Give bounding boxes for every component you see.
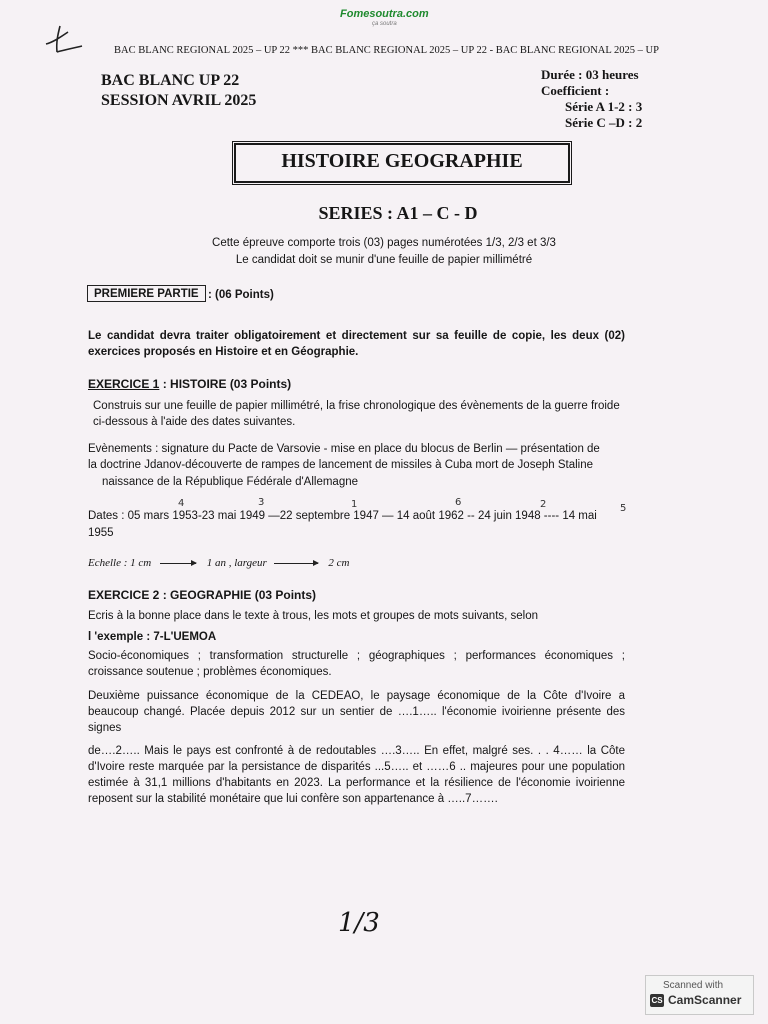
coefficient-series-a: Série A 1-2 : 3 (565, 99, 643, 114)
scale-arrow-icon (160, 563, 196, 564)
watermark-caption: Scanned with (663, 980, 724, 991)
exam-duration-coefficient (541, 67, 642, 131)
intro-materials-note: Le candidat doit se munir d'une feuille de papier millimétré (235, 254, 533, 266)
exercise-1-title: EXERCICE 1 : HISTOIRE (03 Points) (88, 377, 292, 391)
exercise-2-text-part-2: de….2….. Mais le pays est confronté à de redoutables ….3….. En effet, malgré ses. . . 4…… la Côte d'Ivoire reste marquée par la persistance de disparités ...5….. et ……6 .. majeures pour une population estimée à 31,1 millions d'habitants en 2023. La performance et la résilience de l'économie ivoirienne reposent sur la stabilité monétaire que lui confère son appartenance à …..7……. (88, 745, 625, 805)
pencil-annotation: 5 (620, 503, 627, 514)
part-one-instruction: Le candidat devra traiter obligatoirement et directement sur sa feuille de copie, les deux (02) exercices proposés en Histoire et en Géographie. (88, 330, 625, 358)
pencil-annotation: 1 (351, 499, 358, 510)
running-head: BAC BLANC REGIONAL 2025 – UP 22 *** BAC BLANC REGIONAL 2025 – UP 22 - BAC BLANC REGIONAL 2025 – UP (114, 45, 659, 56)
scale-unit: 1 an , largeur (206, 557, 267, 569)
pencil-annotation: 6 (455, 497, 462, 508)
part-one-label: PREMIERE PARTIE (87, 285, 206, 302)
exercise-2-instruction: Ecris à la bonne place dans le texte à trous, les mots et groupes de mots suivants, selon (88, 610, 539, 622)
timeline-scale (88, 557, 349, 569)
exercise-1-instruction: Construis sur une feuille de papier millimétré, la frise chronologique des évènements de la guerre froide ci-dessous à l'aide des dates suivantes. (93, 400, 620, 428)
scale-arrow-icon (274, 563, 318, 564)
subject-title: HISTOIRE GEOGRAPHIE (281, 150, 523, 172)
pencil-annotation: 3 (258, 497, 265, 508)
exercise-2-word-list: Socio-économiques ; transformation structurelle ; géographiques ; performances économiques ; croissance soutenue ; problèmes économiques. (88, 650, 625, 678)
intro-pages-note: Cette épreuve comporte trois (03) pages numérotées 1/3, 2/3 et 3/3 (212, 237, 556, 249)
exam-info (101, 71, 256, 111)
series-heading: SERIES : A1 – C - D (318, 203, 478, 223)
exercise-2-example: l 'exemple : 7-L'UEMOA (88, 631, 217, 643)
exam-name: BAC BLANC UP 22 (101, 72, 240, 89)
camscanner-logo-icon: CS (651, 996, 663, 1005)
pencil-annotation: 2 (540, 499, 547, 510)
coefficient-series-cd: Série C –D : 2 (565, 115, 643, 130)
scale-label: Echelle : 1 cm (88, 557, 152, 569)
exercise-1-dates-line-2: 1955 (88, 527, 114, 539)
part-one-points: : (06 Points) (208, 289, 274, 301)
coefficient-label: Coefficient : (541, 83, 610, 98)
pencil-annotation: 4 (178, 498, 185, 509)
exam-duration: Durée : 03 heures (541, 67, 639, 82)
scale-width: 2 cm (328, 557, 350, 569)
exam-session: SESSION AVRIL 2025 (101, 92, 257, 109)
exercise-2-title: EXERCICE 2 : GEOGRAPHIE (03 Points) (88, 588, 317, 602)
exercise-1-dates-line-1: Dates : 05 mars 1953-23 mai 1949 —22 septembre 1947 — 14 août 1962 -- 24 juin 1948 ---- 14 mai (88, 510, 597, 522)
exercise-1-events-line-1: Evènements : signature du Pacte de Varsovie - mise en place du blocus de Berlin — présentation de (88, 443, 600, 455)
exercise-1-events-line-3: naissance de la République Fédérale d'Allemagne (102, 476, 359, 488)
page-number: 1/3 (338, 908, 380, 938)
site-logo-tagline: ça soutra (372, 21, 397, 27)
handwritten-check-mark (44, 22, 84, 58)
exercise-2-text-part-1: Deuxième puissance économique de la CEDEAO, le paysage économique de la Côte d'Ivoire a beaucoup changé. Placée depuis 2012 sur un sentier de ….1….. l'économie ivoirienne présente des signes (88, 690, 625, 734)
site-logo: Fomesoutra.com (340, 8, 429, 20)
watermark-brand: CamScanner (668, 993, 742, 1007)
exercise-1-events-line-2: la doctrine Jdanov-découverte de rampes de lancement de missiles à Cuba mort de Joseph Staline (88, 459, 594, 471)
